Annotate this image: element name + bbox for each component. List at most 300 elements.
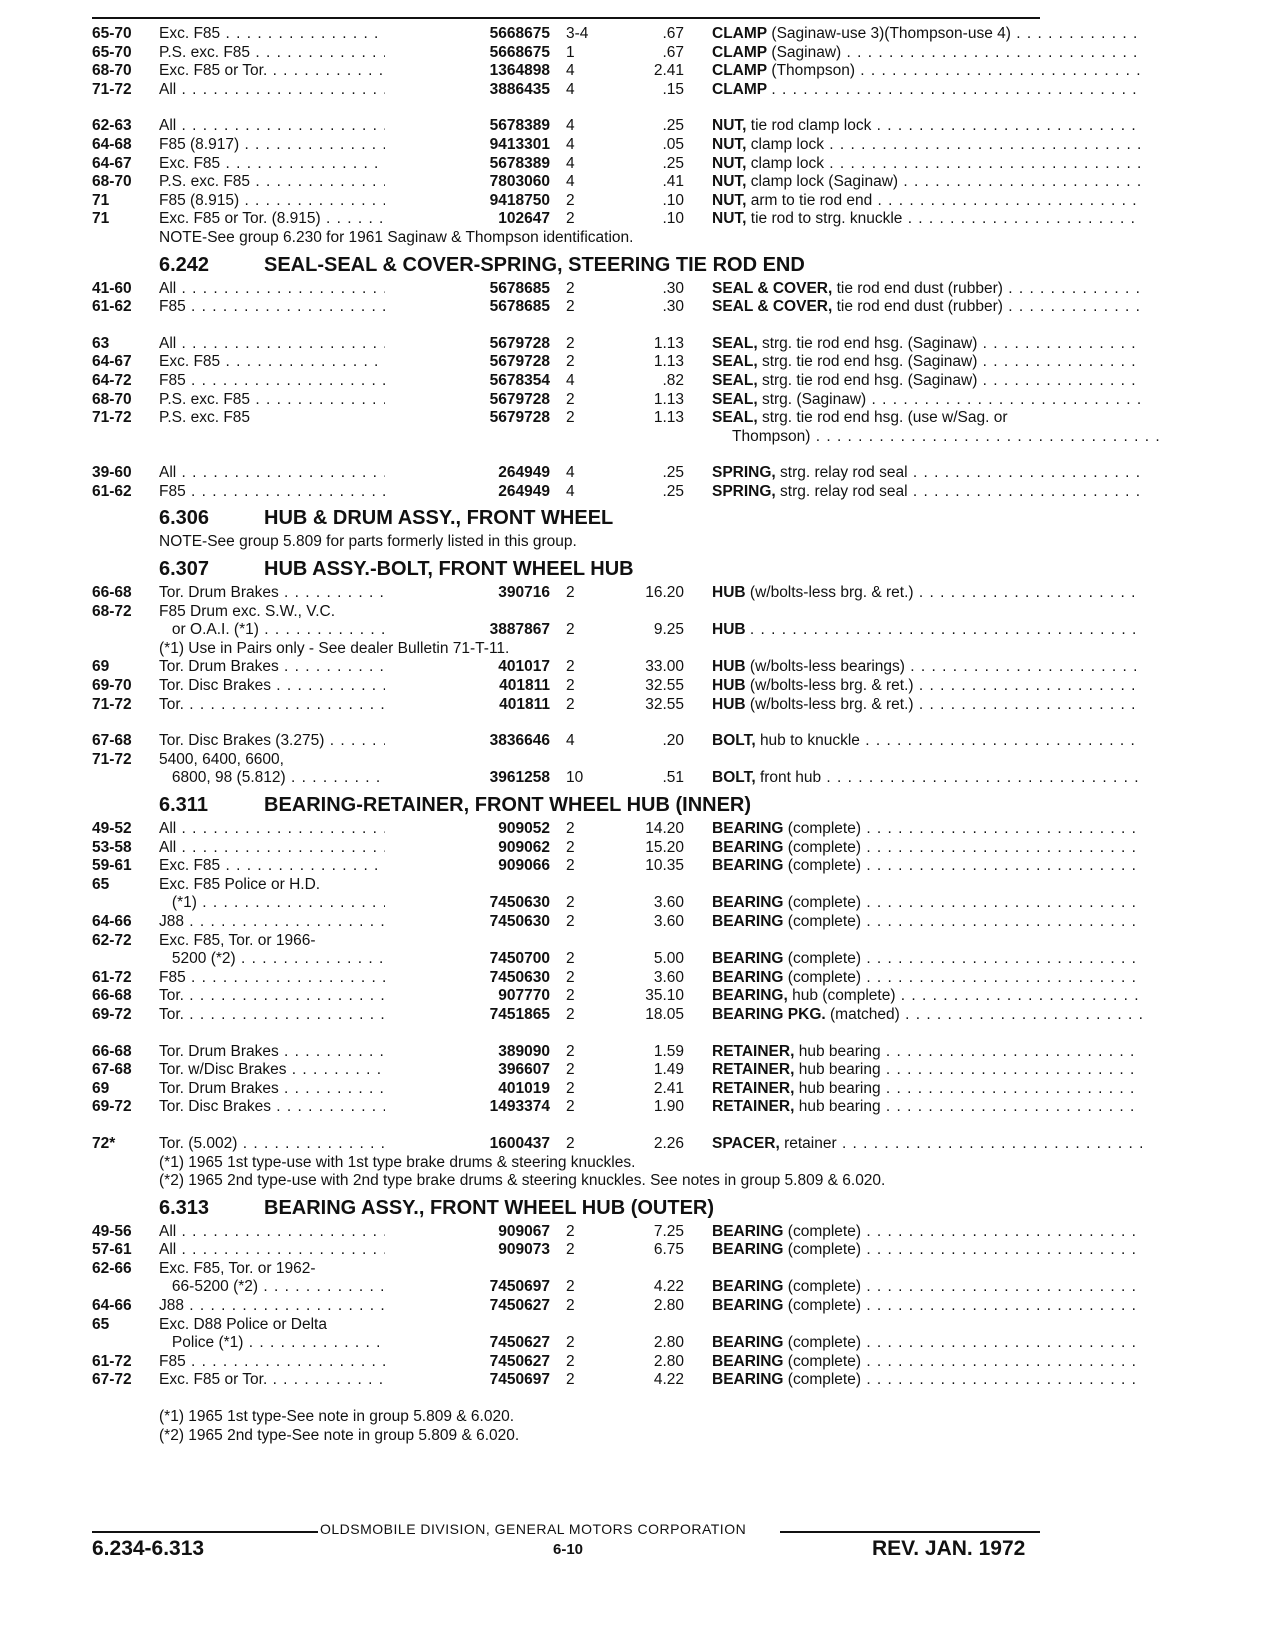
application: F85 . . . xyxy=(159,1353,385,1372)
footer-rule-left xyxy=(92,1531,318,1533)
part-description xyxy=(712,1006,1142,1025)
application: All . . . xyxy=(159,280,385,299)
application: Exc. F85 . . . xyxy=(159,857,385,876)
price: .25 xyxy=(662,117,684,135)
application: Tor. . . . xyxy=(159,696,385,715)
application: 6800, 98 (5.812) . . . xyxy=(159,769,385,788)
part-row xyxy=(92,969,1052,988)
section-heading xyxy=(92,788,1052,820)
part-row xyxy=(92,117,1052,136)
part-description xyxy=(712,173,1142,192)
part-number: 909052 xyxy=(498,820,550,837)
application: F85 . . . xyxy=(159,969,385,988)
part-row xyxy=(92,1353,1052,1372)
application: All . . . xyxy=(159,820,385,839)
part-number: 5679728 xyxy=(489,353,550,371)
quantity: 2 xyxy=(566,695,575,713)
part-name: RETAINER, xyxy=(712,1042,795,1060)
part-name: BEARING xyxy=(712,838,784,856)
model-years: 62-66 xyxy=(92,1259,132,1277)
model-years: 65-70 xyxy=(92,43,132,61)
part-description xyxy=(712,820,1142,839)
price: 2.41 xyxy=(653,62,684,80)
part-detail: hub bearing xyxy=(798,1061,881,1079)
part-name: SEAL, xyxy=(712,409,758,427)
model-years: 49-56 xyxy=(92,1222,132,1240)
quantity: 2 xyxy=(566,1371,575,1389)
part-detail: strg. tie rod end hsg. (Saginaw) xyxy=(761,371,978,389)
part-description xyxy=(712,677,1142,696)
part-name: BEARING xyxy=(712,1222,784,1240)
part-description xyxy=(712,44,1142,63)
application: Tor. Drum Brakes . . . xyxy=(159,1080,385,1099)
part-description xyxy=(712,1297,1142,1316)
part-name: CLAMP xyxy=(712,62,768,80)
quantity: 4 xyxy=(566,154,575,172)
quantity: 2 xyxy=(566,353,575,371)
quantity: 2 xyxy=(566,857,575,875)
price: .30 xyxy=(662,279,684,297)
part-row xyxy=(92,1371,1052,1390)
model-years: 61-72 xyxy=(92,1352,132,1370)
part-number: 401811 xyxy=(499,677,550,695)
row-spacer xyxy=(92,1390,1052,1408)
part-detail: (complete) xyxy=(787,894,862,912)
part-row xyxy=(92,1260,1052,1279)
quantity: 2 xyxy=(566,1222,575,1240)
footer-company: OLDSMOBILE DIVISION, GENERAL MOTORS CORPORATION xyxy=(320,1521,747,1537)
application: F85 . . . xyxy=(159,298,385,317)
part-row xyxy=(92,1080,1052,1099)
part-name: SEAL & COVER, xyxy=(712,279,833,297)
quantity: 2 xyxy=(566,1098,575,1116)
part-detail: hub bearing xyxy=(798,1042,881,1060)
part-description xyxy=(712,353,1142,372)
part-detail: strg. tie rod end hsg. (Saginaw) xyxy=(761,353,978,371)
part-description xyxy=(712,1061,1142,1080)
part-name: SEAL, xyxy=(712,334,758,352)
price: 32.55 xyxy=(645,695,684,713)
part-name: RETAINER, xyxy=(712,1098,795,1116)
part-row xyxy=(92,391,1052,410)
price: .10 xyxy=(662,191,684,209)
part-number: 7450630 xyxy=(489,912,550,930)
part-description xyxy=(712,298,1142,317)
part-description xyxy=(712,584,1142,603)
part-description xyxy=(712,769,1142,788)
part-row xyxy=(92,353,1052,372)
part-number: 7450700 xyxy=(489,950,550,968)
quantity: 2 xyxy=(566,912,575,930)
part-description-continued: Thompson) . . . xyxy=(712,428,1162,447)
part-detail: (Saginaw) xyxy=(771,43,842,61)
quantity: 2 xyxy=(566,968,575,986)
group-number: 6.306 xyxy=(159,507,210,530)
part-number: 5668675 xyxy=(489,25,550,42)
note-line: NOTE-See group 6.230 for 1961 Saginaw & Thompson identification. xyxy=(159,228,634,246)
model-years: 64-72 xyxy=(92,371,132,389)
part-detail: strg. relay rod seal xyxy=(780,482,908,500)
part-row xyxy=(92,81,1052,100)
part-number: 5678354 xyxy=(489,371,550,389)
part-row xyxy=(92,1043,1052,1062)
part-row xyxy=(92,464,1052,483)
part-description xyxy=(712,136,1142,155)
part-description xyxy=(712,857,1142,876)
footer-rule-right xyxy=(780,1531,1040,1533)
part-name: SEAL, xyxy=(712,371,758,389)
part-number: 3886435 xyxy=(489,80,550,98)
part-row xyxy=(92,1241,1052,1260)
part-detail: (complete) xyxy=(787,1334,862,1352)
price: 18.05 xyxy=(645,1005,684,1023)
footer-page-number: 6-10 xyxy=(553,1541,584,1558)
application: Tor. . . . xyxy=(159,987,385,1006)
part-row xyxy=(92,44,1052,63)
part-detail: tie rod end dust (rubber) xyxy=(836,279,1003,297)
application: F85 (8.915) . . . xyxy=(159,192,385,211)
model-years: 53-58 xyxy=(92,838,132,856)
part-number: 909067 xyxy=(498,1222,550,1240)
model-years: 59-61 xyxy=(92,857,132,875)
price: .20 xyxy=(662,732,684,750)
price: 14.20 xyxy=(645,820,684,837)
quantity: 2 xyxy=(566,409,575,427)
part-row xyxy=(92,1334,1052,1353)
part-number: 3887867 xyxy=(489,621,550,639)
model-years: 68-70 xyxy=(92,390,132,408)
application: All . . . xyxy=(159,335,385,354)
part-name: BOLT, xyxy=(712,732,756,750)
part-row xyxy=(92,751,1052,770)
application: J88 . . . xyxy=(159,1297,385,1316)
part-detail: (complete) xyxy=(787,912,862,930)
continued-description-row xyxy=(92,428,1052,447)
quantity: 2 xyxy=(566,1005,575,1023)
part-row xyxy=(92,173,1052,192)
section-heading xyxy=(92,501,1052,533)
application: 66-5200 (*2) . . . xyxy=(159,1278,385,1297)
part-detail: tie rod end dust (rubber) xyxy=(836,298,1003,316)
price: 1.13 xyxy=(653,353,684,371)
part-detail: clamp lock (Saginaw) xyxy=(750,173,899,191)
part-detail: strg. (Saginaw) xyxy=(761,390,867,408)
quantity: 2 xyxy=(566,1334,575,1352)
part-description xyxy=(712,280,1142,299)
price: .82 xyxy=(662,371,684,389)
part-detail: (w/bolts-less brg. & ret.) xyxy=(749,677,914,695)
part-row xyxy=(92,1223,1052,1242)
part-name: RETAINER, xyxy=(712,1079,795,1097)
part-detail: (complete) xyxy=(787,968,862,986)
part-name: NUT, xyxy=(712,210,747,228)
model-years: 64-66 xyxy=(92,1297,132,1315)
part-name: BEARING xyxy=(712,1352,784,1370)
application: Exc. F85 . . . xyxy=(159,353,385,372)
price: 7.25 xyxy=(653,1222,684,1240)
part-description xyxy=(712,621,1142,640)
application: Tor. (5.002) . . . xyxy=(159,1135,385,1154)
quantity: 2 xyxy=(566,950,575,968)
part-number: 7450627 xyxy=(489,1297,550,1315)
application: Tor. . . . xyxy=(159,1006,385,1025)
price: 1.59 xyxy=(653,1042,684,1060)
part-description xyxy=(712,391,1142,410)
part-row xyxy=(92,987,1052,1006)
model-years: 71-72 xyxy=(92,695,132,713)
quantity: 2 xyxy=(566,820,575,837)
application: (*1) . . . xyxy=(159,894,385,913)
quantity: 10 xyxy=(566,769,584,787)
part-description xyxy=(712,210,1142,229)
quantity: 2 xyxy=(566,658,575,676)
model-years: 71 xyxy=(92,191,110,209)
application: P.S. exc. F85 xyxy=(159,409,251,427)
price: 33.00 xyxy=(645,658,684,676)
part-row xyxy=(92,280,1052,299)
part-description xyxy=(712,81,1142,100)
part-number: 264949 xyxy=(498,464,550,482)
quantity: 4 xyxy=(566,80,575,98)
part-detail: retainer xyxy=(784,1134,837,1152)
part-row xyxy=(92,298,1052,317)
part-name: HUB xyxy=(712,695,746,713)
price: .30 xyxy=(662,298,684,316)
application: P.S. exc. F85 . . . xyxy=(159,391,385,410)
part-number: 907770 xyxy=(498,987,550,1005)
model-years: 68-70 xyxy=(92,62,132,80)
part-description xyxy=(712,1278,1142,1297)
application: F85 . . . xyxy=(159,483,385,502)
model-years: 68-70 xyxy=(92,173,132,191)
note-line: (*1) 1965 1st type-use with 1st type brake drums & steering knuckles. xyxy=(159,1153,636,1171)
part-name: BEARING xyxy=(712,857,784,875)
part-number: 5679728 xyxy=(489,409,550,427)
part-number: 7450627 xyxy=(489,1334,550,1352)
section-heading xyxy=(92,552,1052,584)
price: 3.60 xyxy=(653,894,684,912)
application: Tor. Disc Brakes . . . xyxy=(159,1098,385,1117)
quantity: 4 xyxy=(566,117,575,135)
price: .67 xyxy=(662,25,684,42)
part-name: BEARING xyxy=(712,820,784,837)
quantity: 4 xyxy=(566,371,575,389)
part-name: BEARING xyxy=(712,1278,784,1296)
note-line: (*2) 1965 2nd type-use with 2nd type brake drums & steering knuckles. See notes in group 5.809 & 6.020. xyxy=(159,1172,886,1190)
part-number: 7450697 xyxy=(489,1278,550,1296)
part-detail: (Saginaw-use 3)(Thompson-use 4) xyxy=(771,25,1011,42)
model-years: 57-61 xyxy=(92,1241,132,1259)
part-description xyxy=(712,894,1142,913)
part-description xyxy=(712,335,1142,354)
row-spacer xyxy=(92,714,1052,732)
part-number: 9418750 xyxy=(489,191,550,209)
quantity: 2 xyxy=(566,838,575,856)
model-years: 67-68 xyxy=(92,732,132,750)
model-years: 49-52 xyxy=(92,820,132,837)
quantity: 2 xyxy=(566,191,575,209)
part-detail: (w/bolts-less brg. & ret.) xyxy=(749,695,914,713)
part-number: 7450630 xyxy=(489,894,550,912)
part-name: CLAMP xyxy=(712,80,768,98)
quantity: 2 xyxy=(566,279,575,297)
part-row xyxy=(92,372,1052,391)
part-number: 1364898 xyxy=(489,62,550,80)
part-name: BEARING xyxy=(712,1371,784,1389)
price: .15 xyxy=(662,80,684,98)
application: Exc. F85, Tor. or 1962- xyxy=(159,1259,316,1277)
model-years: 62-72 xyxy=(92,931,132,949)
part-description xyxy=(712,1135,1142,1154)
application: Exc. F85, Tor. or 1966- xyxy=(159,931,316,949)
application: F85 Drum exc. S.W., V.C. xyxy=(159,602,336,620)
price: 16.20 xyxy=(645,584,684,602)
part-number: 389090 xyxy=(498,1042,550,1060)
part-row xyxy=(92,839,1052,858)
price: 1.49 xyxy=(653,1061,684,1079)
part-description xyxy=(712,1098,1142,1117)
model-years: 67-68 xyxy=(92,1061,132,1079)
part-description xyxy=(712,464,1142,483)
application: Exc. F85 or Tor. . . . xyxy=(159,62,385,81)
part-number: 5679728 xyxy=(489,390,550,408)
application: P.S. exc. F85 . . . xyxy=(159,44,385,63)
part-number: 102647 xyxy=(498,210,550,228)
part-row xyxy=(92,1316,1052,1335)
application: Tor. Drum Brakes . . . xyxy=(159,658,385,677)
part-row xyxy=(92,1278,1052,1297)
part-name: NUT, xyxy=(712,191,747,209)
part-detail: (matched) xyxy=(830,1005,900,1023)
part-description xyxy=(712,1080,1142,1099)
part-number: 9413301 xyxy=(489,135,550,153)
application: P.S. exc. F85 . . . xyxy=(159,173,385,192)
part-row xyxy=(92,621,1052,640)
application: All . . . xyxy=(159,81,385,100)
part-name: BEARING xyxy=(712,1241,784,1259)
part-description xyxy=(712,1223,1142,1242)
part-row xyxy=(92,932,1052,951)
model-years: 68-72 xyxy=(92,602,132,620)
model-years: 65 xyxy=(92,875,110,893)
price: 3.60 xyxy=(653,968,684,986)
part-name: NUT, xyxy=(712,154,747,172)
part-description xyxy=(712,1371,1142,1390)
quantity: 2 xyxy=(566,334,575,352)
part-number: 7803060 xyxy=(489,173,550,191)
model-years: 71 xyxy=(92,210,110,228)
quantity: 2 xyxy=(566,298,575,316)
part-row xyxy=(92,409,1052,428)
part-number: 5678685 xyxy=(489,298,550,316)
top-rule xyxy=(92,17,1040,19)
part-detail: (complete) xyxy=(787,1222,862,1240)
part-row xyxy=(92,658,1052,677)
quantity: 2 xyxy=(566,1042,575,1060)
part-number: 390716 xyxy=(498,584,550,602)
price: .25 xyxy=(662,154,684,172)
quantity: 4 xyxy=(566,464,575,482)
part-name: HUB xyxy=(712,658,746,676)
model-years: 39-60 xyxy=(92,464,132,482)
model-years: 72* xyxy=(92,1134,116,1152)
quantity: 2 xyxy=(566,210,575,228)
part-row xyxy=(92,1006,1052,1025)
part-name: SPRING, xyxy=(712,482,776,500)
application: Exc. F85 or Tor. (8.915) . . . xyxy=(159,210,385,229)
part-name: HUB xyxy=(712,677,746,695)
price: .67 xyxy=(662,43,684,61)
part-number: 1493374 xyxy=(489,1098,550,1116)
quantity: 4 xyxy=(566,135,575,153)
part-name: NUT, xyxy=(712,135,747,153)
part-description xyxy=(712,969,1142,988)
part-name: SPRING, xyxy=(712,464,776,482)
part-description xyxy=(712,192,1142,211)
model-years: 67-72 xyxy=(92,1371,132,1389)
part-detail: (Thompson) xyxy=(771,62,855,80)
model-years: 62-63 xyxy=(92,117,132,135)
price: 1.13 xyxy=(653,409,684,427)
group-number: 6.311 xyxy=(159,794,208,816)
part-description xyxy=(712,483,1142,502)
part-row xyxy=(92,769,1052,788)
part-name: BOLT, xyxy=(712,769,756,787)
part-name: CLAMP xyxy=(712,25,768,42)
model-years: 61-72 xyxy=(92,968,132,986)
quantity: 3-4 xyxy=(566,25,589,42)
part-number: 3836646 xyxy=(489,732,550,750)
model-years: 69-72 xyxy=(92,1005,132,1023)
model-years: 61-62 xyxy=(92,298,132,316)
part-detail: (w/bolts-less bearings) xyxy=(749,658,905,676)
group-number: 6.313 xyxy=(159,1196,210,1219)
part-number: 7451865 xyxy=(489,1005,550,1023)
quantity: 2 xyxy=(566,1079,575,1097)
model-years: 69-70 xyxy=(92,677,132,695)
model-years: 66-68 xyxy=(92,1042,132,1060)
application: Exc. F85 . . . xyxy=(159,25,385,44)
part-name: SEAL, xyxy=(712,353,758,371)
part-detail: (complete) xyxy=(787,1371,862,1389)
model-years: 66-68 xyxy=(92,987,132,1005)
part-description xyxy=(712,1334,1142,1353)
part-name: SPACER, xyxy=(712,1134,780,1152)
part-detail: front hub xyxy=(759,769,822,787)
quantity: 4 xyxy=(566,732,575,750)
part-row xyxy=(92,876,1052,895)
part-detail: (complete) xyxy=(787,950,862,968)
model-years: 69 xyxy=(92,1079,110,1097)
part-description xyxy=(712,732,1142,751)
application: Tor. w/Disc Brakes . . . xyxy=(159,1061,385,1080)
part-row xyxy=(92,1135,1052,1154)
part-description xyxy=(712,1043,1142,1062)
part-row xyxy=(92,136,1052,155)
model-years: 64-66 xyxy=(92,912,132,930)
quantity: 4 xyxy=(566,62,575,80)
part-description xyxy=(712,117,1142,136)
quantity: 2 xyxy=(566,584,575,602)
price: 1.13 xyxy=(653,334,684,352)
price: 2.41 xyxy=(653,1079,684,1097)
application: All . . . xyxy=(159,839,385,858)
model-years: 64-67 xyxy=(92,353,132,371)
quantity: 2 xyxy=(566,1297,575,1315)
part-description xyxy=(712,839,1142,858)
model-years: 65-70 xyxy=(92,25,132,42)
part-name: SEAL, xyxy=(712,390,758,408)
